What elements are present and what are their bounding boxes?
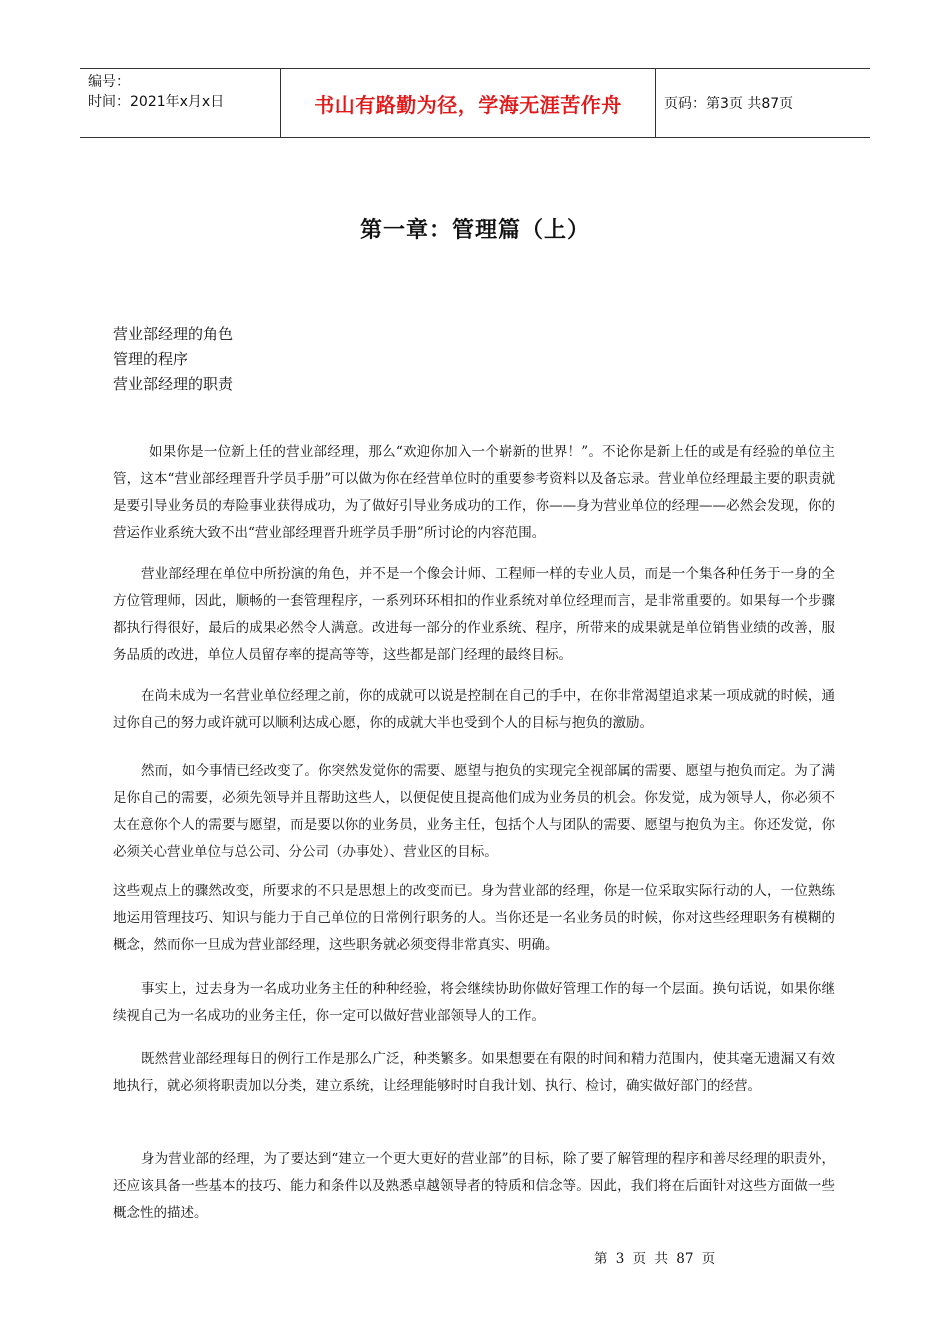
header-meta	[80, 69, 281, 137]
section-list	[113, 322, 233, 397]
body-paragraph: 营业部经理在单位中所扮演的角色，并不是一个像会计师、工程师一样的专业人员，而是一个集各种任务于一身的全方位管理师，因此，顺畅的一套管理程序，一系列环环相扣的作业系统对单位经理而言，是非常重要的。如果每一个步骤都执行得很好，最后的成果必然令人满意。改进每一部分的作业系统、程序，所带来的成果就是单位销售业绩的改善，服务品质的改进，单位人员留存率的提高等等，这些都是部门经理的最终目标。	[113, 566, 835, 663]
header-motto: 书山有路勤为径，学海无涯苦作舟	[281, 69, 656, 137]
body-paragraph: 在尚未成为一名营业单位经理之前，你的成就可以说是控制在自己的手中，在你非常渴望追求某一项成就的时候，通过你自己的努力或许就可以顺利达成心愿，你的成就大半也受到个人的目标与抱负的激励。	[113, 688, 835, 731]
chapter-title: 第一章：管理篇（上）	[359, 218, 590, 243]
section-item: 营业部经理的角色	[113, 325, 234, 343]
body-paragraph: 这些观点上的骤然改变，所要求的不只是思想上的改变而已。身为营业部的经理，你是一位采取实际行动的人，一位熟练地运用管理技巧、知识与能力于自己单位的日常例行职务的人。当你还是一名业务员的时候，你对这些经理职务有模糊的概念，然而你一旦成为营业部经理，这些职务就必须变得非常真实、明确。	[113, 883, 835, 953]
body-paragraph: 然而，如今事情已经改变了。你突然发觉你的需要、愿望与抱负的实现完全视部属的需要、愿望与抱负而定。为了满足你自己的需要，必须先领导并且帮助这些人，以便促使且提高他们成为业务员的机会。你发觉，成为领导人，你必须不太在意你个人的需要与愿望，而是要以你的业务员，业务主任，包括个人与团队的需要、愿望与抱负为主。你还发觉，你必须关心营业单位与总公司、分公司（办事处）、营业区的目标。	[113, 763, 835, 860]
document-code-label: 编号：	[88, 74, 130, 90]
section-item: 管理的程序	[113, 350, 189, 368]
section-item: 营业部经理的职责	[113, 375, 234, 393]
page-footer: 第 3 页 共 87 页	[594, 1251, 716, 1267]
body-paragraph: 事实上，过去身为一名成功业务主任的种种经验，将会继续协助你做好管理工作的每一个层面。换句话说，如果你继续视自己为一名成功的业务主任，你一定可以做好营业部领导人的工作。	[113, 981, 835, 1024]
body-paragraph: 身为营业部的经理，为了要达到“建立一个更大更好的营业部”的目标，除了要了解管理的程序和善尽经理的职责外，还应该具备一些基本的技巧、能力和条件以及熟悉卓越领导者的特质和信念等。因此，我们将在后面针对这些方面做一些概念性的描述。	[113, 1151, 835, 1221]
body-paragraph: 既然营业部经理每日的例行工作是那么广泛，种类繁多。如果想要在有限的时间和精力范围内，使其毫无遗漏又有效地执行，就必须将职责加以分类，建立系统，让经理能够时时自我计划、执行、检讨，确实做好部门的经营。	[113, 1051, 835, 1094]
page-header	[80, 68, 870, 138]
document-date: 时间：2021年x月x日	[88, 94, 225, 110]
body-paragraph: 如果你是一位新上任的营业部经理，那么“欢迎你加入一个崭新的世界！”。不论你是新上任的或是有经验的单位主管，这本“营业部经理晋升学员手册”可以做为你在经营单位时的重要参考资料以及备忘录。营业单位经理最主要的职责就是要引导业务员的寿险事业获得成功，为了做好引导业务成功的工作，你——身为营业单位的经理——必然会发现，你的营运作业系统大致不出“营业部经理晋升班学员手册”所讨论的内容范围。	[113, 444, 835, 541]
header-page-info: 页码：第3页 共87页	[664, 96, 794, 112]
